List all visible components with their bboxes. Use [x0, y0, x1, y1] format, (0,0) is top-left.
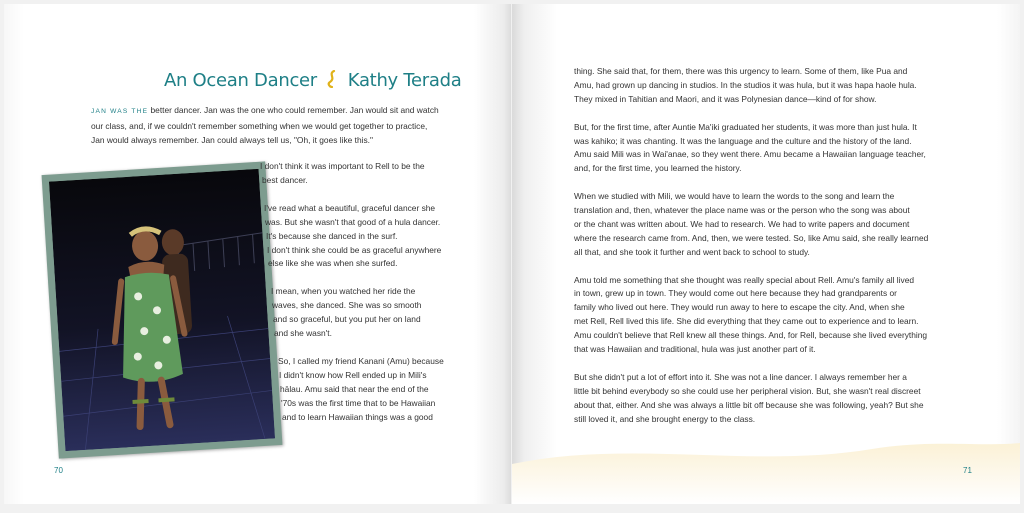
- text-line: I don't think she could be as graceful anywhere: [267, 244, 442, 255]
- text-line: Amu, had grown up dancing in studios. In the studios it was hula, but it was hapa haole hula.: [574, 79, 917, 90]
- text-line: about that, either. And she was always a little bit off because she was following, yeah? But she: [574, 399, 924, 410]
- intro-line: our class, and, if we couldn't remember something when we would get together to practice,: [91, 121, 428, 131]
- text-line: I don't think it was important to Rell to be the: [260, 161, 425, 171]
- text-line: else like she was when she surfed.: [268, 258, 398, 269]
- text-line: family who lived out here. They would run away to here to escape the city. And, when she: [574, 302, 905, 313]
- lead-smallcaps: JAN WAS THE: [91, 108, 149, 115]
- text-line: and to learn Hawaiian things was a good: [282, 411, 433, 422]
- intro-line: Jan would always remember. Jan could always tell us, "Oh, it goes like this.": [91, 135, 373, 145]
- chapter-author: Kathy Terada: [347, 70, 462, 91]
- text-line: translation and, then, whatever the place name was or the person who the song was about: [574, 205, 910, 216]
- page-number-left: 70: [54, 466, 63, 475]
- text-line: and, for the first time, you learned the history.: [574, 163, 742, 174]
- text-line: waves, she danced. She was so smooth: [272, 300, 422, 311]
- text-line: When we studied with Mili, we would have to learn the words to the song and learn the: [574, 191, 895, 202]
- intro-paragraph: [91, 103, 439, 147]
- text-line: or the chant was written about. We had to research. We had to write papers and document: [574, 218, 910, 229]
- chapter-title: [164, 70, 461, 93]
- right-column-text: [574, 65, 928, 427]
- text-line: Amu told me something that she thought was really special about Rell. Amu's family all lived: [574, 274, 915, 285]
- page-number-right: 71: [963, 466, 972, 475]
- text-line: Amu said Mili was in Wai'anae, so they went there. Amu became a Hawaiian language teacher,: [574, 149, 926, 160]
- chapter-title-text: An Ocean Dancer: [164, 70, 317, 91]
- text-line: where the research came from. And, then, we were tested. So, like Amu said, she really learned: [574, 232, 929, 243]
- text-line: was. But she wasn't that good of a hula dancer.: [265, 216, 441, 227]
- text-line: I didn't know how Rell ended up in Mili's: [279, 369, 427, 380]
- text-line: hālau. Amu said that near the end of the: [280, 383, 429, 394]
- text-line: But she didn't put a lot of effort into it. She was not a line dancer. I always remember her a: [574, 371, 907, 382]
- text-line: thing. She said that, for them, there was this urgency to learn. Some of them, like Pua and: [574, 66, 908, 76]
- wave-ornament-icon: [326, 70, 338, 93]
- text-line: was kahiko; it was chanting. It was the language and the culture and the history of the land.: [574, 135, 912, 146]
- text-line: best dancer.: [262, 174, 308, 185]
- text-line: and so graceful, but you put her on land: [273, 314, 421, 325]
- dancer-photo: [42, 161, 283, 458]
- text-line: that was Hawaiian and traditional, hula was just another part of it.: [574, 344, 816, 355]
- text-line: They mixed in Tahitian and Maori, and it was Polynesian dance—kind of for show.: [574, 93, 877, 104]
- text-line: little bit behind everybody so she could use her peripheral vision. But, she wasn't real discreet: [574, 385, 921, 396]
- text-line: in town, grew up in town. They would come out here because they had grandparents or: [574, 288, 897, 299]
- right-page: [512, 4, 1020, 504]
- left-column-text: [260, 160, 444, 425]
- left-page: [4, 4, 511, 504]
- text-line: and she wasn't.: [274, 328, 332, 339]
- text-line: all that, and she took it further and went back to school to study.: [574, 246, 810, 257]
- text-line: '70s was the first time that to be Hawaiian: [281, 397, 436, 408]
- text-line: I've read what a beautiful, graceful dancer she: [264, 202, 436, 213]
- intro-line: better dancer. Jan was the one who could remember. Jan would sit and watch: [148, 105, 439, 115]
- text-line: So, I called my friend Kanani (Amu) because: [278, 355, 444, 366]
- text-line: I mean, when you watched her ride the: [271, 286, 416, 297]
- text-line: met Rell, Rell lived this life. She did everything that they came out to experience and to learn.: [574, 316, 919, 327]
- dancer-photo-image: [49, 169, 275, 451]
- text-line: But, for the first time, after Auntie Ma'iki graduated her students, it was more than just hula. It: [574, 121, 917, 132]
- text-line: still loved it, and she brought energy to the class.: [574, 413, 756, 424]
- page-wave-decoration: [512, 429, 1020, 504]
- text-line: It's because she danced in the surf.: [266, 230, 398, 241]
- text-line: Amu couldn't believe that Rell knew all these things. And, for Rell, because she lived everything: [574, 330, 928, 341]
